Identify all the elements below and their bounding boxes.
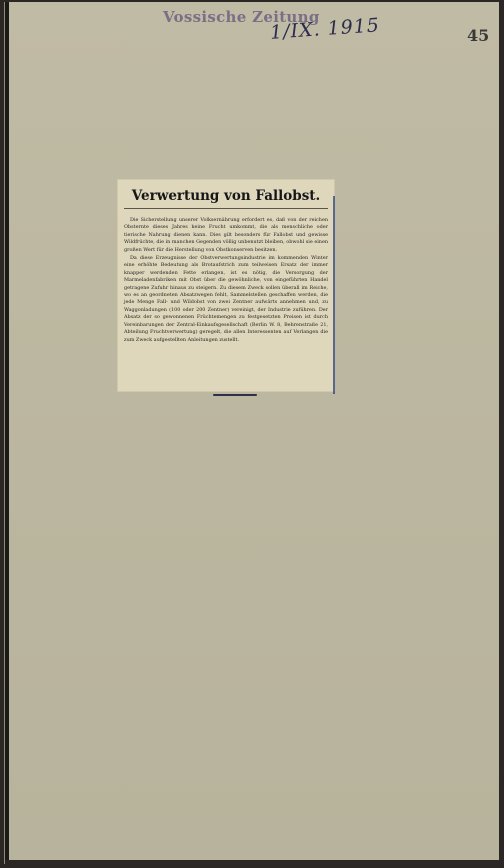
page-bottom-edge xyxy=(5,860,499,864)
blue-pencil-mark xyxy=(333,196,335,394)
archive-page xyxy=(4,2,499,864)
pen-underline-mark xyxy=(213,394,257,396)
page-number: 45 xyxy=(467,26,490,45)
newspaper-clipping xyxy=(118,180,334,391)
binder-strip xyxy=(5,2,9,864)
handwritten-date: 1/IX. 1915 xyxy=(269,14,381,44)
clipping-headline: Verwertung von Fallobst. xyxy=(124,188,328,209)
clipping-paragraph: Die Sicherstellung unserer Volksernährung erfordert es, daß von der reichen Obsternte dieses Jahres keine Frucht umkommt, die als menschliche oder tierische Nahrung dienen kann. Dies gilt besonders für Fallobst und gewisse Wildfrüchte, die in manchen Gegenden völlig unbenutzt bleiben, obwohl sie einen großen Wert für die Herstellung von Obstkonserven besitzen. xyxy=(124,217,328,253)
newspaper-masthead: Vossische Zeitung xyxy=(163,8,320,26)
clipping-paragraph: Da diese Erzeugnisse der Obstverwertungsindustrie im kommenden Winter eine erhöhte Bedeutung als Brotaufstrich zum teilweisen Ersatz der immer knapper werdenden Fette erlangen, ist es nötig, die Versorgung der Marmeladenfabriken mit Obst über die gewöhnliche, von eingeführten Handel getragene Zufuhr hinaus zu steigern. Zu diesem Zweck sollen überall im Reiche, wo es an geordneten Absatzwegen fehlt, Sammelstellen geschaffen werden, die jede Menge Fall- und Wildobst von zwei Zentner aufwärts annehmen und, zu Waggonladungen (100 oder 200 Zentner) vereinigt, der Industrie zuführen. Der Absatz der so gewonnenen Früchtemengen zu festgesetzten Preisen ist durch Vereinbarungen der Zentral-Einkaufsgesellschaft (Berlin W. 8, Behrenstraße 21, Abteilung Fruchtverwertung) geregelt, die allen Interessenten auf Verlangen die zum Zweck aufgestellten Anleitungen zustellt. xyxy=(124,255,328,343)
clipping-body xyxy=(124,217,328,344)
